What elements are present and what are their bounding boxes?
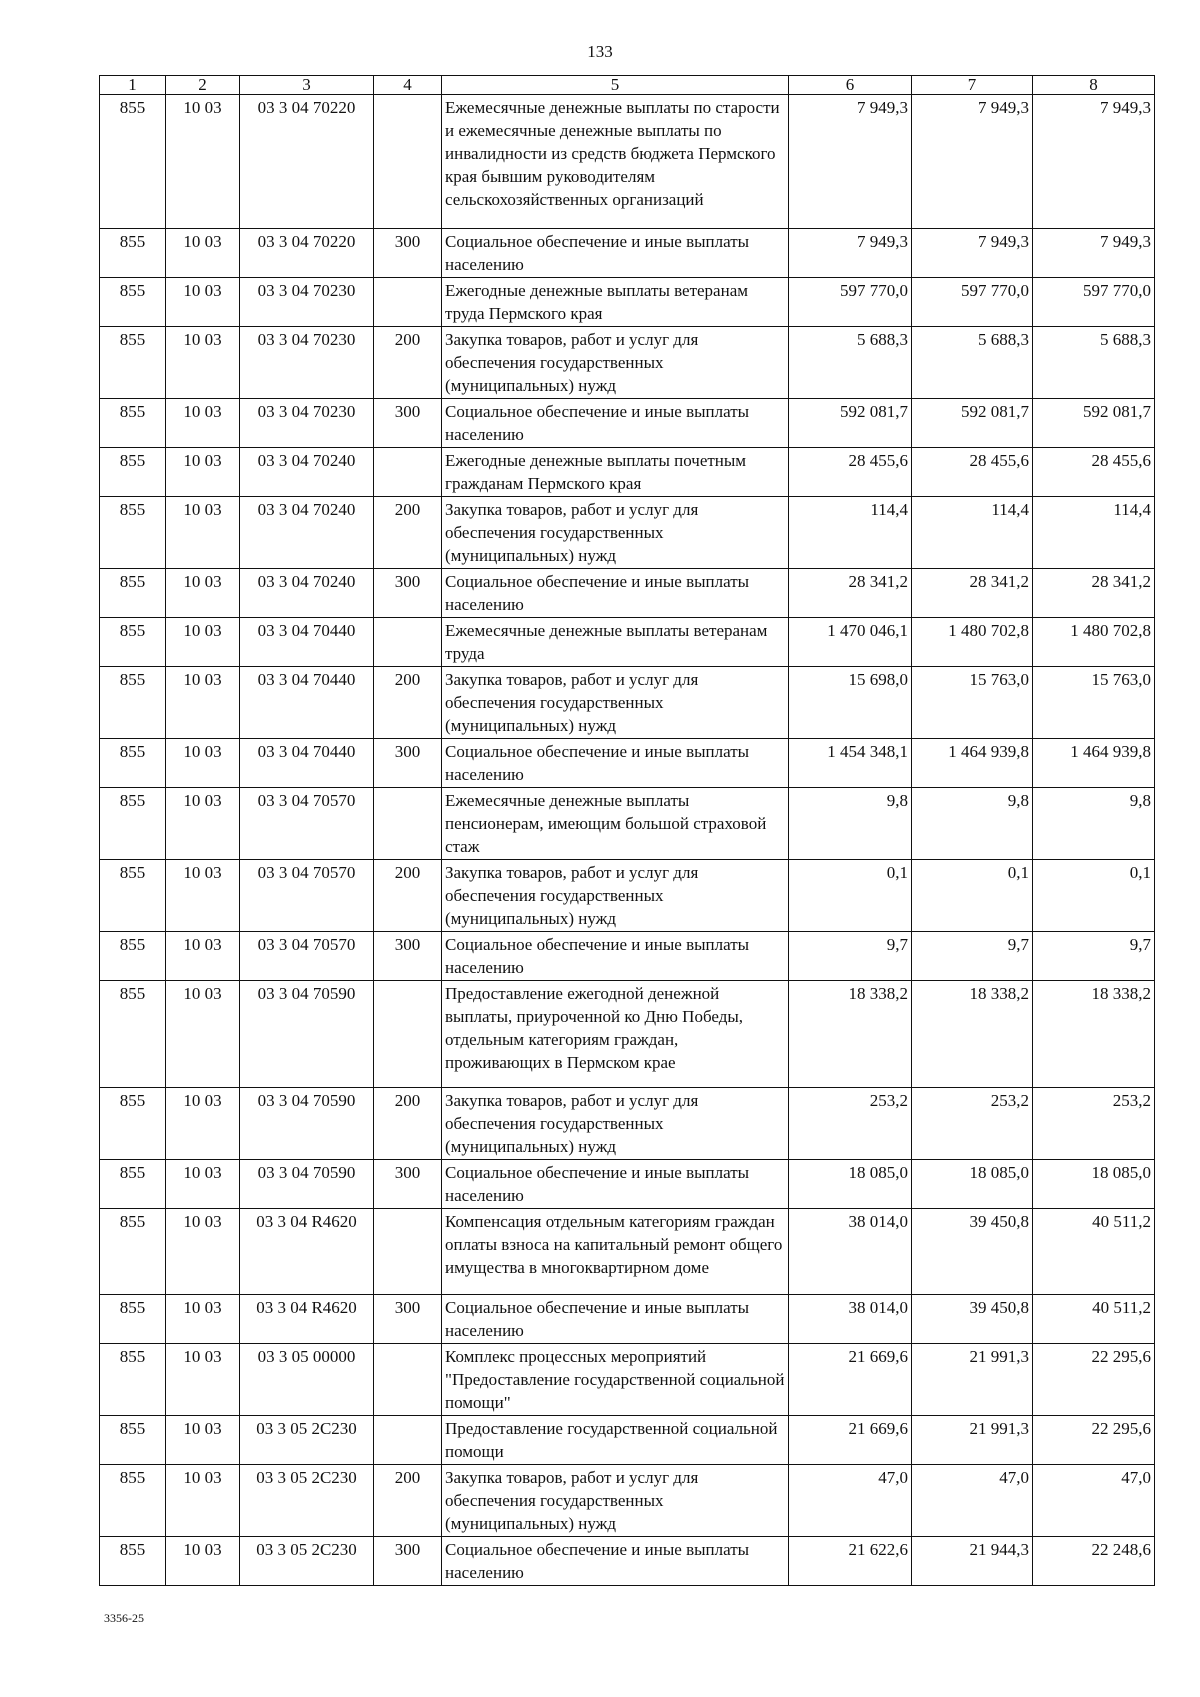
amount-col8-cell: 114,4 [1033, 497, 1155, 569]
item-name-cell: Социальное обеспечение и иные выплаты населению [442, 932, 789, 981]
amount-col8-cell: 7 949,3 [1033, 95, 1155, 229]
amount-col6-cell: 7 949,3 [789, 229, 912, 278]
section-code-cell: 10 03 [166, 1537, 240, 1586]
admin-code-cell: 855 [100, 497, 166, 569]
amount-col7-cell: 7 949,3 [912, 95, 1033, 229]
expense-type-cell [374, 1344, 442, 1416]
amount-col6-cell: 18 085,0 [789, 1160, 912, 1209]
amount-col7-cell: 7 949,3 [912, 229, 1033, 278]
expense-type-cell [374, 1416, 442, 1465]
target-article-cell: 03 3 04 R4620 [240, 1295, 374, 1344]
amount-col7-cell: 18 338,2 [912, 981, 1033, 1088]
target-article-cell: 03 3 04 70570 [240, 788, 374, 860]
item-name-cell: Закупка товаров, работ и услуг для обеспечения государственных (муниципальных) нужд [442, 667, 789, 739]
table-row [100, 278, 1155, 327]
amount-col6-cell: 18 338,2 [789, 981, 912, 1088]
admin-code-cell: 855 [100, 1416, 166, 1465]
admin-code-cell: 855 [100, 1209, 166, 1295]
expense-type-cell [374, 981, 442, 1088]
section-code-cell: 10 03 [166, 448, 240, 497]
amount-col7-cell: 21 991,3 [912, 1344, 1033, 1416]
expense-type-cell: 200 [374, 860, 442, 932]
amount-col8-cell: 40 511,2 [1033, 1295, 1155, 1344]
amount-col8-cell: 22 295,6 [1033, 1416, 1155, 1465]
amount-col8-cell: 9,8 [1033, 788, 1155, 860]
section-code-cell: 10 03 [166, 932, 240, 981]
admin-code-cell: 855 [100, 618, 166, 667]
admin-code-cell: 855 [100, 95, 166, 229]
item-name-cell: Предоставление ежегодной денежной выплаты, приуроченной ко Дню Победы, отдельным категориям граждан, проживающих в Пермском крае [442, 981, 789, 1088]
admin-code-cell: 855 [100, 229, 166, 278]
section-code-cell: 10 03 [166, 1209, 240, 1295]
item-name-cell: Ежегодные денежные выплаты почетным гражданам Пермского края [442, 448, 789, 497]
expense-type-cell: 300 [374, 1295, 442, 1344]
section-code-cell: 10 03 [166, 95, 240, 229]
table-row [100, 932, 1155, 981]
target-article-cell: 03 3 04 70220 [240, 229, 374, 278]
table-row [100, 1416, 1155, 1465]
admin-code-cell: 855 [100, 981, 166, 1088]
target-article-cell: 03 3 04 70570 [240, 860, 374, 932]
amount-col7-cell: 28 341,2 [912, 569, 1033, 618]
expense-type-cell: 300 [374, 1537, 442, 1586]
admin-code-cell: 855 [100, 739, 166, 788]
table-row [100, 788, 1155, 860]
amount-col8-cell: 47,0 [1033, 1465, 1155, 1537]
admin-code-cell: 855 [100, 667, 166, 739]
column-header: 5 [442, 76, 789, 95]
amount-col8-cell: 28 455,6 [1033, 448, 1155, 497]
column-header: 4 [374, 76, 442, 95]
target-article-cell: 03 3 04 70230 [240, 399, 374, 448]
item-name-cell: Компенсация отдельным категориям граждан оплаты взноса на капитальный ремонт общего имущества в многоквартирном доме [442, 1209, 789, 1295]
amount-col8-cell: 253,2 [1033, 1088, 1155, 1160]
table-row [100, 1209, 1155, 1295]
amount-col7-cell: 597 770,0 [912, 278, 1033, 327]
item-name-cell: Комплекс процессных мероприятий "Предоставление государственной социальной помощи" [442, 1344, 789, 1416]
admin-code-cell: 855 [100, 860, 166, 932]
item-name-cell: Социальное обеспечение и иные выплаты населению [442, 1537, 789, 1586]
section-code-cell: 10 03 [166, 1088, 240, 1160]
target-article-cell: 03 3 04 70240 [240, 448, 374, 497]
amount-col7-cell: 39 450,8 [912, 1209, 1033, 1295]
expense-type-cell: 200 [374, 327, 442, 399]
table-row [100, 1344, 1155, 1416]
table-row [100, 448, 1155, 497]
amount-col6-cell: 5 688,3 [789, 327, 912, 399]
expense-type-cell: 300 [374, 932, 442, 981]
table-row [100, 229, 1155, 278]
amount-col8-cell: 9,7 [1033, 932, 1155, 981]
amount-col7-cell: 21 991,3 [912, 1416, 1033, 1465]
admin-code-cell: 855 [100, 1295, 166, 1344]
amount-col6-cell: 253,2 [789, 1088, 912, 1160]
amount-col8-cell: 597 770,0 [1033, 278, 1155, 327]
page-number: 133 [587, 42, 613, 61]
amount-col8-cell: 1 464 939,8 [1033, 739, 1155, 788]
target-article-cell: 03 3 04 70440 [240, 667, 374, 739]
amount-col8-cell: 15 763,0 [1033, 667, 1155, 739]
amount-col8-cell: 22 248,6 [1033, 1537, 1155, 1586]
admin-code-cell: 855 [100, 1160, 166, 1209]
column-header: 3 [240, 76, 374, 95]
expense-type-cell [374, 448, 442, 497]
section-code-cell: 10 03 [166, 739, 240, 788]
column-number-row [100, 76, 1155, 95]
expense-type-cell: 300 [374, 569, 442, 618]
admin-code-cell: 855 [100, 448, 166, 497]
amount-col6-cell: 21 669,6 [789, 1344, 912, 1416]
amount-col6-cell: 15 698,0 [789, 667, 912, 739]
expense-type-cell [374, 1209, 442, 1295]
admin-code-cell: 855 [100, 399, 166, 448]
item-name-cell: Закупка товаров, работ и услуг для обеспечения государственных (муниципальных) нужд [442, 327, 789, 399]
table-row [100, 1088, 1155, 1160]
target-article-cell: 03 3 04 70240 [240, 569, 374, 618]
section-code-cell: 10 03 [166, 1344, 240, 1416]
amount-col6-cell: 28 455,6 [789, 448, 912, 497]
amount-col6-cell: 47,0 [789, 1465, 912, 1537]
item-name-cell: Социальное обеспечение и иные выплаты населению [442, 229, 789, 278]
amount-col6-cell: 1 470 046,1 [789, 618, 912, 667]
item-name-cell: Ежемесячные денежные выплаты ветеранам труда [442, 618, 789, 667]
amount-col7-cell: 1 464 939,8 [912, 739, 1033, 788]
target-article-cell: 03 3 05 00000 [240, 1344, 374, 1416]
budget-table [99, 75, 1155, 1586]
expense-type-cell: 300 [374, 1160, 442, 1209]
section-code-cell: 10 03 [166, 860, 240, 932]
column-header: 8 [1033, 76, 1155, 95]
table-row [100, 981, 1155, 1088]
item-name-cell: Социальное обеспечение и иные выплаты населению [442, 399, 789, 448]
target-article-cell: 03 3 04 70220 [240, 95, 374, 229]
amount-col7-cell: 1 480 702,8 [912, 618, 1033, 667]
expense-type-cell: 300 [374, 739, 442, 788]
table-row [100, 739, 1155, 788]
amount-col8-cell: 28 341,2 [1033, 569, 1155, 618]
table-row [100, 1465, 1155, 1537]
admin-code-cell: 855 [100, 1537, 166, 1586]
table-row [100, 327, 1155, 399]
amount-col8-cell: 7 949,3 [1033, 229, 1155, 278]
table-row [100, 399, 1155, 448]
amount-col6-cell: 597 770,0 [789, 278, 912, 327]
section-code-cell: 10 03 [166, 788, 240, 860]
section-code-cell: 10 03 [166, 569, 240, 618]
item-name-cell: Социальное обеспечение и иные выплаты населению [442, 1160, 789, 1209]
expense-type-cell [374, 618, 442, 667]
column-header: 2 [166, 76, 240, 95]
amount-col6-cell: 21 622,6 [789, 1537, 912, 1586]
admin-code-cell: 855 [100, 327, 166, 399]
section-code-cell: 10 03 [166, 1160, 240, 1209]
item-name-cell: Ежегодные денежные выплаты ветеранам труда Пермского края [442, 278, 789, 327]
admin-code-cell: 855 [100, 569, 166, 618]
target-article-cell: 03 3 05 2С230 [240, 1416, 374, 1465]
table-row [100, 1160, 1155, 1209]
expense-type-cell [374, 278, 442, 327]
amount-col6-cell: 21 669,6 [789, 1416, 912, 1465]
table-row [100, 1537, 1155, 1586]
amount-col8-cell: 592 081,7 [1033, 399, 1155, 448]
amount-col6-cell: 38 014,0 [789, 1209, 912, 1295]
target-article-cell: 03 3 04 70230 [240, 278, 374, 327]
table-row [100, 569, 1155, 618]
amount-col8-cell: 0,1 [1033, 860, 1155, 932]
target-article-cell: 03 3 04 70440 [240, 618, 374, 667]
expense-type-cell: 300 [374, 229, 442, 278]
amount-col7-cell: 18 085,0 [912, 1160, 1033, 1209]
column-header: 7 [912, 76, 1033, 95]
amount-col7-cell: 28 455,6 [912, 448, 1033, 497]
amount-col7-cell: 9,7 [912, 932, 1033, 981]
table-row [100, 1295, 1155, 1344]
column-header: 6 [789, 76, 912, 95]
expense-type-cell: 200 [374, 1465, 442, 1537]
amount-col6-cell: 28 341,2 [789, 569, 912, 618]
section-code-cell: 10 03 [166, 1465, 240, 1537]
section-code-cell: 10 03 [166, 327, 240, 399]
target-article-cell: 03 3 04 70240 [240, 497, 374, 569]
amount-col6-cell: 114,4 [789, 497, 912, 569]
item-name-cell: Социальное обеспечение и иные выплаты населению [442, 739, 789, 788]
table-row [100, 497, 1155, 569]
amount-col7-cell: 9,8 [912, 788, 1033, 860]
document-code: 3356-25 [104, 1611, 144, 1625]
amount-col6-cell: 9,8 [789, 788, 912, 860]
item-name-cell: Закупка товаров, работ и услуг для обеспечения государственных (муниципальных) нужд [442, 1465, 789, 1537]
amount-col6-cell: 1 454 348,1 [789, 739, 912, 788]
expense-type-cell: 200 [374, 1088, 442, 1160]
admin-code-cell: 855 [100, 1344, 166, 1416]
admin-code-cell: 855 [100, 1465, 166, 1537]
admin-code-cell: 855 [100, 932, 166, 981]
target-article-cell: 03 3 04 70570 [240, 932, 374, 981]
item-name-cell: Ежемесячные денежные выплаты пенсионерам, имеющим большой страховой стаж [442, 788, 789, 860]
amount-col6-cell: 38 014,0 [789, 1295, 912, 1344]
table-row [100, 860, 1155, 932]
admin-code-cell: 855 [100, 278, 166, 327]
section-code-cell: 10 03 [166, 981, 240, 1088]
amount-col7-cell: 114,4 [912, 497, 1033, 569]
admin-code-cell: 855 [100, 1088, 166, 1160]
target-article-cell: 03 3 04 70440 [240, 739, 374, 788]
section-code-cell: 10 03 [166, 667, 240, 739]
item-name-cell: Закупка товаров, работ и услуг для обеспечения государственных (муниципальных) нужд [442, 1088, 789, 1160]
target-article-cell: 03 3 04 70590 [240, 981, 374, 1088]
item-name-cell: Закупка товаров, работ и услуг для обеспечения государственных (муниципальных) нужд [442, 497, 789, 569]
table-row [100, 95, 1155, 229]
target-article-cell: 03 3 04 70590 [240, 1160, 374, 1209]
admin-code-cell: 855 [100, 788, 166, 860]
section-code-cell: 10 03 [166, 1295, 240, 1344]
target-article-cell: 03 3 04 70230 [240, 327, 374, 399]
amount-col6-cell: 7 949,3 [789, 95, 912, 229]
table-row [100, 667, 1155, 739]
target-article-cell: 03 3 04 R4620 [240, 1209, 374, 1295]
amount-col7-cell: 47,0 [912, 1465, 1033, 1537]
amount-col8-cell: 1 480 702,8 [1033, 618, 1155, 667]
expense-type-cell: 200 [374, 497, 442, 569]
amount-col8-cell: 22 295,6 [1033, 1344, 1155, 1416]
amount-col7-cell: 21 944,3 [912, 1537, 1033, 1586]
expense-type-cell [374, 95, 442, 229]
section-code-cell: 10 03 [166, 1416, 240, 1465]
amount-col7-cell: 5 688,3 [912, 327, 1033, 399]
amount-col7-cell: 0,1 [912, 860, 1033, 932]
expense-type-cell: 200 [374, 667, 442, 739]
section-code-cell: 10 03 [166, 229, 240, 278]
column-header: 1 [100, 76, 166, 95]
amount-col7-cell: 253,2 [912, 1088, 1033, 1160]
section-code-cell: 10 03 [166, 618, 240, 667]
amount-col8-cell: 40 511,2 [1033, 1209, 1155, 1295]
expense-type-cell: 300 [374, 399, 442, 448]
amount-col6-cell: 9,7 [789, 932, 912, 981]
section-code-cell: 10 03 [166, 278, 240, 327]
target-article-cell: 03 3 05 2С230 [240, 1537, 374, 1586]
amount-col6-cell: 592 081,7 [789, 399, 912, 448]
amount-col6-cell: 0,1 [789, 860, 912, 932]
amount-col7-cell: 15 763,0 [912, 667, 1033, 739]
item-name-cell: Предоставление государственной социальной помощи [442, 1416, 789, 1465]
item-name-cell: Социальное обеспечение и иные выплаты населению [442, 1295, 789, 1344]
expense-type-cell [374, 788, 442, 860]
item-name-cell: Социальное обеспечение и иные выплаты населению [442, 569, 789, 618]
item-name-cell: Ежемесячные денежные выплаты по старости и ежемесячные денежные выплаты по инвалидности из средств бюджета Пермского края бывшим руководителям сельскохозяйственных организаций [442, 95, 789, 229]
amount-col8-cell: 5 688,3 [1033, 327, 1155, 399]
amount-col7-cell: 592 081,7 [912, 399, 1033, 448]
table-row [100, 618, 1155, 667]
amount-col8-cell: 18 085,0 [1033, 1160, 1155, 1209]
section-code-cell: 10 03 [166, 399, 240, 448]
amount-col8-cell: 18 338,2 [1033, 981, 1155, 1088]
target-article-cell: 03 3 05 2С230 [240, 1465, 374, 1537]
section-code-cell: 10 03 [166, 497, 240, 569]
amount-col7-cell: 39 450,8 [912, 1295, 1033, 1344]
target-article-cell: 03 3 04 70590 [240, 1088, 374, 1160]
item-name-cell: Закупка товаров, работ и услуг для обеспечения государственных (муниципальных) нужд [442, 860, 789, 932]
